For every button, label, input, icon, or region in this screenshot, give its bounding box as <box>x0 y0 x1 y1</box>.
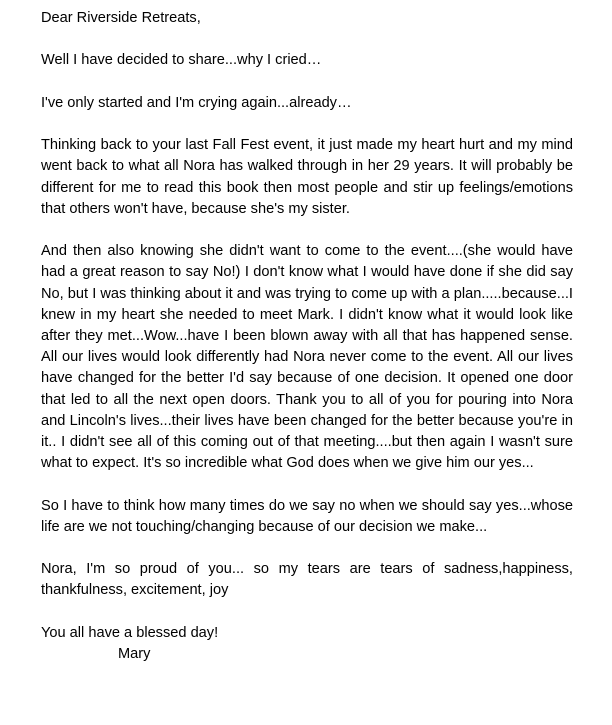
letter-paragraph: So I have to think how many times do we say no when we should say yes...whose life are we not touching/changing because of our decision we make... <box>41 497 573 535</box>
letter-paragraph: And then also knowing she didn't want to come to the event....(she would have had a great reason to say No!) I don't know what I would have done if she did say No, but I was thinking about it and was trying to come up with a plan.....because...I knew in my heart she needed to meet Mark. I didn't know what it would look like after they met...Wow...have I been blown away with all that has happened sense. All our lives would look differently had Nora never come to the event. All our lives have changed for the better I'd say because of one decision. It opened one door that led to all the next open doors. Thank you to all of you for pouring into Nora and Lincoln's lives...their lives have been changed for the better because you're in it.. I didn't see all of this coming out of that meeting....but then again I wasn't sure what to expect. It's so incredible what God does when we give him our yes... <box>41 243 573 472</box>
letter-paragraph: I've only started and I'm crying again...already… <box>41 94 352 111</box>
letter-body <box>41 8 573 665</box>
letter-salutation: Dear Riverside Retreats, <box>41 10 201 26</box>
letter-paragraph: Nora, I'm so proud of you... so my tears are tears of sadness,happiness, thankfulness, excitement, joy <box>41 561 573 599</box>
letter-signature: Mary <box>118 645 151 662</box>
letter-closing: You all have a blessed day! <box>41 624 219 641</box>
letter-paragraph: Thinking back to your last Fall Fest event, it just made my heart hurt and my mind went back to what all Nora has walked through in her 29 years. It will probably be different for me to read this book then most people and stir up feelings/emotions that others won't have, because she's my sister. <box>41 137 573 217</box>
letter-paragraph: Well I have decided to share...why I cried… <box>41 52 322 69</box>
